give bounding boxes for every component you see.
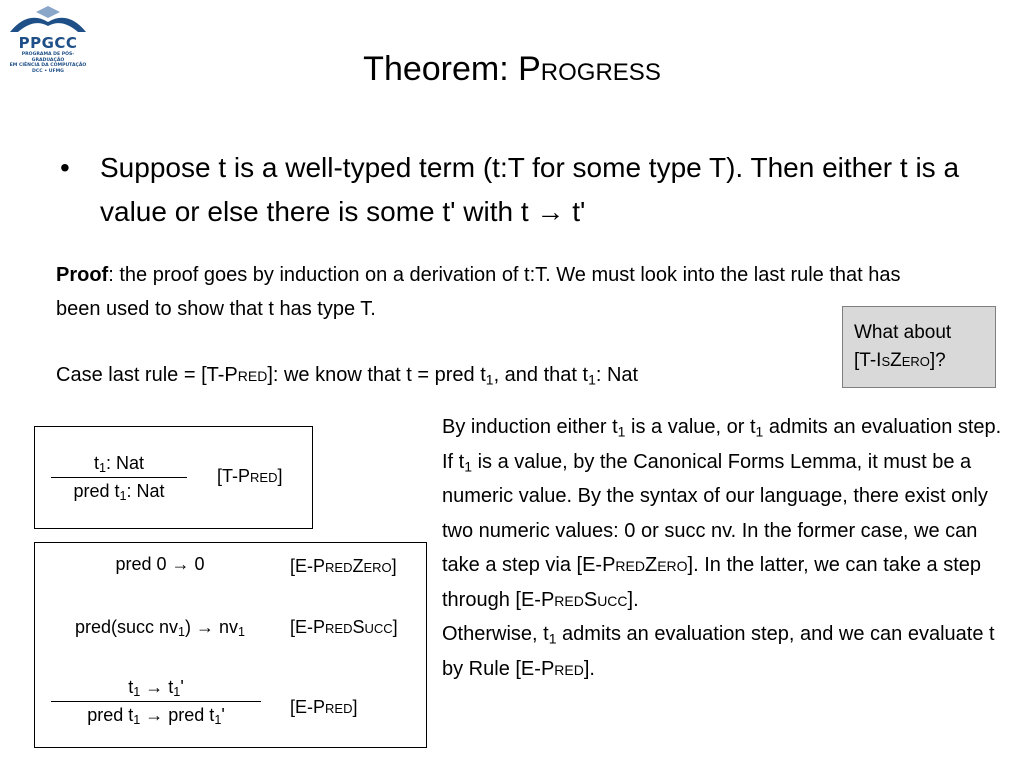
proof-label: Proof [56, 264, 109, 286]
explanation-para-2: If $t_1$ is a value, by the Canonical Forms Lemma, it must be a numeric value. By the syntax of our language, there exist only two numeric values: 0 or succ nv. In the former case, we can take a step via [E-PredZero]. In the latter, we can take a step through [E-PredSucc]. [442, 450, 988, 611]
what-about-callout: What about [T-IsZero]? [842, 306, 996, 388]
e-predzero-rule: pred 0 → 0 [115, 554, 205, 574]
t-pred-fraction: $t_1$: Nat pred $t_1$: Nat [51, 451, 187, 503]
e-predzero-name: [E-PredZero] [290, 556, 397, 576]
theorem-text: Suppose t is a well-typed term (t:T for some type T). Then either t is a value or else there is some t' with t → t' [100, 152, 960, 227]
explanation-para-1: By induction either $t_1$ is a value, or $t_1$ admits an evaluation step. [442, 416, 1002, 440]
explanation-para-3: Otherwise, $t_1$ admits an evaluation step, and we can evaluate t by Rule [E-Pred]. [442, 623, 995, 680]
proof-explanation [442, 410, 1012, 686]
proof-intro: Proof: the proof goes by induction on a derivation of t:T. We must look into the last rule that has been used to show that t has type T. [56, 264, 901, 320]
typing-rule-box [34, 426, 313, 529]
slide-title: Theorem: Progress [363, 50, 661, 88]
logo-acronym: PPGCC [18, 34, 78, 52]
t-pred-rule-name: [T-Pred] [217, 466, 283, 486]
e-pred-name: [E-Pred] [290, 697, 358, 717]
theorem-name: Progress [518, 50, 661, 88]
bullet-icon: • [60, 152, 70, 183]
e-predsucc-name: [E-PredSucc] [290, 617, 398, 637]
case-line: Case last rule = [T-Pred]: we know that t = pred $t_1$, and that $t_1$: Nat [56, 364, 639, 388]
logo-subtitle: PROGRAMA DE PÓS-GRADUAÇÃO EM CIÊNCIA DA COMPUTAÇÃO DCC • UFMG [9, 52, 87, 74]
logo-emblem [6, 6, 90, 36]
e-predsucc-rule: pred(succ $nv_1) \to nv_1$ [74, 617, 246, 640]
evaluation-rules-box [34, 542, 427, 748]
e-pred-fraction: $t_1 \to t_1'$ pred $t_1$ → pred $t_1'$ [51, 675, 261, 727]
inference-line [51, 477, 187, 478]
inference-line [51, 701, 261, 702]
